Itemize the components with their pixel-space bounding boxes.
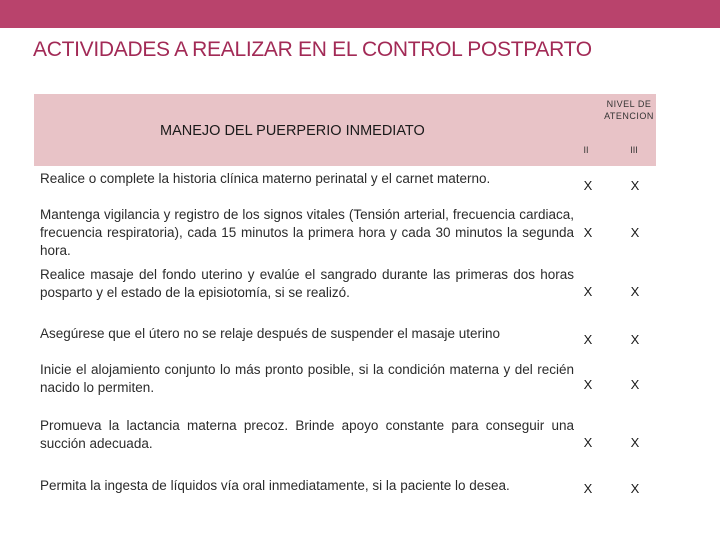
- table-row: [34, 170, 656, 206]
- mark-iii: X: [630, 481, 640, 496]
- mark-ii: X: [583, 435, 593, 450]
- header-level-line1: NIVEL DE: [606, 99, 652, 109]
- mark-iii: X: [630, 332, 640, 347]
- header-main-label: MANEJO DEL PUERPERIO INMEDIATO: [160, 123, 425, 139]
- mark-iii: X: [630, 377, 640, 392]
- row-text: Realice o complete la historia clínica materno perinatal y el carnet materno.: [40, 171, 491, 186]
- mark-iii: X: [630, 225, 640, 240]
- table-row: [34, 206, 656, 266]
- row-text: Asegúrese que el útero no se relaje después de suspender el masaje uterino: [40, 326, 501, 341]
- slide-title: ACTIVIDADES A REALIZAR EN EL CONTROL POSTPARTO: [33, 38, 592, 61]
- table-header: [34, 94, 656, 166]
- row-text: Mantenga vigilancia y registro de los signos vitales (Tensión arterial, frecuencia cardiaca, frecuencia respiratoria), cada 15 minutos la primera hora y cada 30 minutos la segunda hora.: [40, 207, 574, 258]
- mark-iii: X: [630, 178, 640, 193]
- mark-ii: X: [583, 332, 593, 347]
- row-text: Promueva la lactancia materna precoz. Brinde apoyo constante para conseguir una succión adecuada.: [40, 418, 574, 451]
- row-text: Realice masaje del fondo uterino y evalúe el sangrado durante las primeras dos horas posparto y el estado de la episiotomía, si se realizó.: [40, 267, 574, 300]
- table-row: [34, 325, 656, 365]
- header-level-line2: ATENCION: [604, 111, 654, 121]
- table-row: [34, 417, 656, 467]
- mark-ii: X: [583, 225, 593, 240]
- row-text: Inicie el alojamiento conjunto lo más pronto posible, si la condición materna y del recién nacido lo permiten.: [40, 362, 574, 395]
- table-row: [34, 266, 656, 322]
- top-accent-bar: [0, 0, 720, 28]
- mark-iii: X: [630, 284, 640, 299]
- header-level-label: [594, 98, 664, 122]
- mark-ii: X: [583, 178, 593, 193]
- table-row: [34, 361, 656, 411]
- mark-ii: X: [583, 284, 593, 299]
- mark-iii: X: [630, 435, 640, 450]
- header-col-iii: III: [630, 145, 638, 155]
- mark-ii: X: [583, 377, 593, 392]
- header-col-ii: II: [583, 145, 589, 155]
- row-text: Permita la ingesta de líquidos vía oral inmediatamente, si la paciente lo desea.: [40, 478, 510, 493]
- mark-ii: X: [583, 481, 593, 496]
- activities-table: [34, 94, 656, 496]
- table-row: [34, 477, 656, 513]
